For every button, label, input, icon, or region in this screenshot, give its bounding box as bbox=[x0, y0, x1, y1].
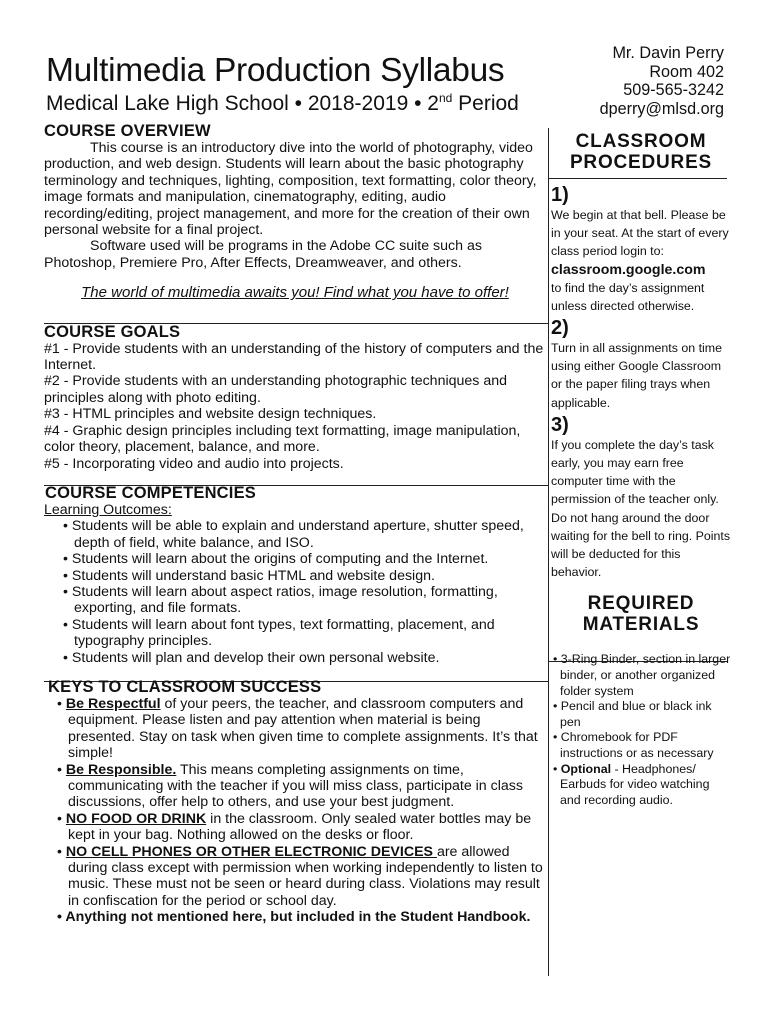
overview-paragraph: This course is an introductory dive into the world of photography, video production, and web design. Students will learn about the basic photography terminology and techniques, lighting, composition, text formatting, color theory, image formats and manipulation, cinematography, editing, audio recording/editing, project management, and more for the creation of their own personal website for a final project. bbox=[44, 140, 537, 239]
step-number: 2) bbox=[551, 317, 569, 340]
learning-outcomes-label: Learning Outcomes: bbox=[44, 501, 172, 518]
software-paragraph: Software used will be programs in the Adobe CC suite such as Photoshop, Premiere Pro, After Effects, Dreamweaver, and others. bbox=[44, 238, 482, 271]
outcome-item: • Students will be able to explain and understand aperture, shutter speed, depth of field, white balance, and ISO. bbox=[63, 518, 524, 551]
column-divider bbox=[548, 128, 549, 976]
procedure-step-1 bbox=[551, 184, 731, 315]
phone-number: 509-565-3242 bbox=[623, 81, 724, 99]
step-text: We begin at that bell. Please be in your seat. At the start of every class period login to: bbox=[551, 208, 729, 259]
procedure-step-2 bbox=[551, 317, 731, 412]
procedures-heading: CLASSROOM PROCEDURES bbox=[569, 131, 713, 173]
step-text: to find the day’s assignment unless directed otherwise. bbox=[551, 280, 705, 313]
materials-heading: REQUIRED MATERIALS bbox=[582, 593, 700, 636]
outcome-item: • Students will learn about font types, text formatting, placement, and typography principles. bbox=[63, 616, 495, 650]
document-title: Multimedia Production Syllabus bbox=[46, 52, 505, 89]
key-item bbox=[44, 811, 546, 844]
goal-item: #5 - Incorporating video and audio into projects. bbox=[44, 455, 344, 472]
course-goals-section bbox=[44, 323, 546, 472]
bullet: • bbox=[57, 695, 66, 712]
course-overview-section bbox=[44, 122, 546, 302]
key-text: of your peers, the teacher, and classroom computers and equipment. Please listen and pay attention when material is being presented. Stay on task when given time to complete assignments. It’s that simple! bbox=[68, 695, 538, 762]
optional-text: - Headphones/ Earbuds for video watching and recording audio. bbox=[560, 761, 710, 807]
bullet: • bbox=[57, 810, 66, 827]
key-lead: Be Respectful bbox=[65, 695, 161, 712]
key-item bbox=[44, 844, 546, 910]
materials-list bbox=[551, 652, 731, 808]
document-subtitle bbox=[46, 91, 519, 116]
bullet: • bbox=[57, 761, 66, 778]
goal-item: #4 - Graphic design principles including text formatting, image manipulation, color theory, placement, balance, and more. bbox=[44, 422, 521, 456]
key-item-handbook: • Anything not mentioned here, but included in the Student Handbook. bbox=[57, 909, 531, 926]
email-address: dperry@mlsd.org bbox=[599, 99, 724, 118]
bullet: • bbox=[57, 843, 66, 860]
goal-item: #1 - Provide students with an understanding of the history of computers and the Internet. bbox=[44, 340, 544, 374]
optional-label: Optional bbox=[560, 761, 612, 776]
subtitle-ordinal: nd bbox=[438, 91, 453, 105]
key-text: are allowed during class except with permission when working independently to listen to music. These must not be seen or heard during class. Violations may result in confiscation for the period or school day. bbox=[68, 843, 543, 909]
step-text: Turn in all assignments on time using either Google Classroom or the paper filing trays when applicable. bbox=[551, 341, 723, 410]
classroom-url: classroom.google.com bbox=[551, 261, 706, 278]
course-competencies-heading: COURSE COMPETENCIES bbox=[45, 483, 256, 502]
key-text: This means completing assignments on time, communicating with the teacher if you will miss class, participate in class discussions, offer help to others, and use your best judgment. bbox=[68, 761, 523, 811]
material-item: • Pencil and blue or black ink pen bbox=[553, 699, 712, 729]
subtitle-main: Medical Lake High School • 2018-2019 • 2 bbox=[46, 92, 439, 115]
procedure-step-3 bbox=[551, 414, 731, 582]
key-text: in the classroom. Only sealed water bottles may be kept in your bag. Nothing allowed on the desks or floor. bbox=[68, 810, 532, 844]
key-lead: NO CELL PHONES OR OTHER ELECTRONIC DEVICES bbox=[65, 843, 437, 860]
subtitle-end: Period bbox=[452, 92, 519, 115]
step-number: 3) bbox=[551, 413, 569, 436]
goal-item: #2 - Provide students with an understanding photographic techniques and principles along with photo editing. bbox=[44, 373, 507, 406]
left-column bbox=[44, 122, 546, 926]
material-item-optional bbox=[551, 762, 731, 809]
bullet: • bbox=[553, 761, 561, 776]
outcome-item: • Students will learn about the origins of computing and the Internet. bbox=[63, 551, 489, 568]
material-item: • Chromebook for PDF instructions or as necessary bbox=[553, 730, 714, 761]
contact-block bbox=[600, 44, 724, 118]
course-goals-heading: COURSE GOALS bbox=[44, 322, 181, 341]
key-item bbox=[44, 762, 546, 811]
goal-item: #3 - HTML principles and website design techniques. bbox=[44, 406, 377, 423]
outcome-item: • Students will plan and develop their own personal website. bbox=[63, 649, 440, 666]
key-item bbox=[44, 696, 546, 762]
right-column bbox=[551, 128, 731, 808]
key-lead: Be Responsible. bbox=[65, 761, 177, 778]
outcome-item: • Students will learn about aspect ratios, image resolution, formatting, exporting, and file formats. bbox=[63, 583, 498, 617]
course-competencies-section bbox=[44, 484, 546, 666]
key-lead: NO FOOD OR DRINK bbox=[65, 810, 207, 827]
material-item: • 3-Ring Binder, section in larger binder, or another organized folder system bbox=[553, 652, 731, 698]
room-number: Room 402 bbox=[649, 62, 724, 81]
course-overview-heading: COURSE OVERVIEW bbox=[44, 122, 211, 140]
keys-to-success-heading: KEYS TO CLASSROOM SUCCESS bbox=[48, 677, 322, 696]
teacher-name: Mr. Davin Perry bbox=[612, 44, 724, 62]
keys-to-success-section bbox=[44, 678, 546, 926]
step-number: 1) bbox=[551, 184, 569, 206]
step-text: If you complete the day’s task early, you may earn free computer time with the permission of the teacher only. Do not hang around the door waiting for the bell to ring. Points will be deducted for this behavior. bbox=[551, 437, 731, 580]
tagline: The world of multimedia awaits you! Find what you have to offer! bbox=[81, 284, 509, 302]
outcome-item: • Students will understand basic HTML and website design. bbox=[63, 567, 435, 584]
